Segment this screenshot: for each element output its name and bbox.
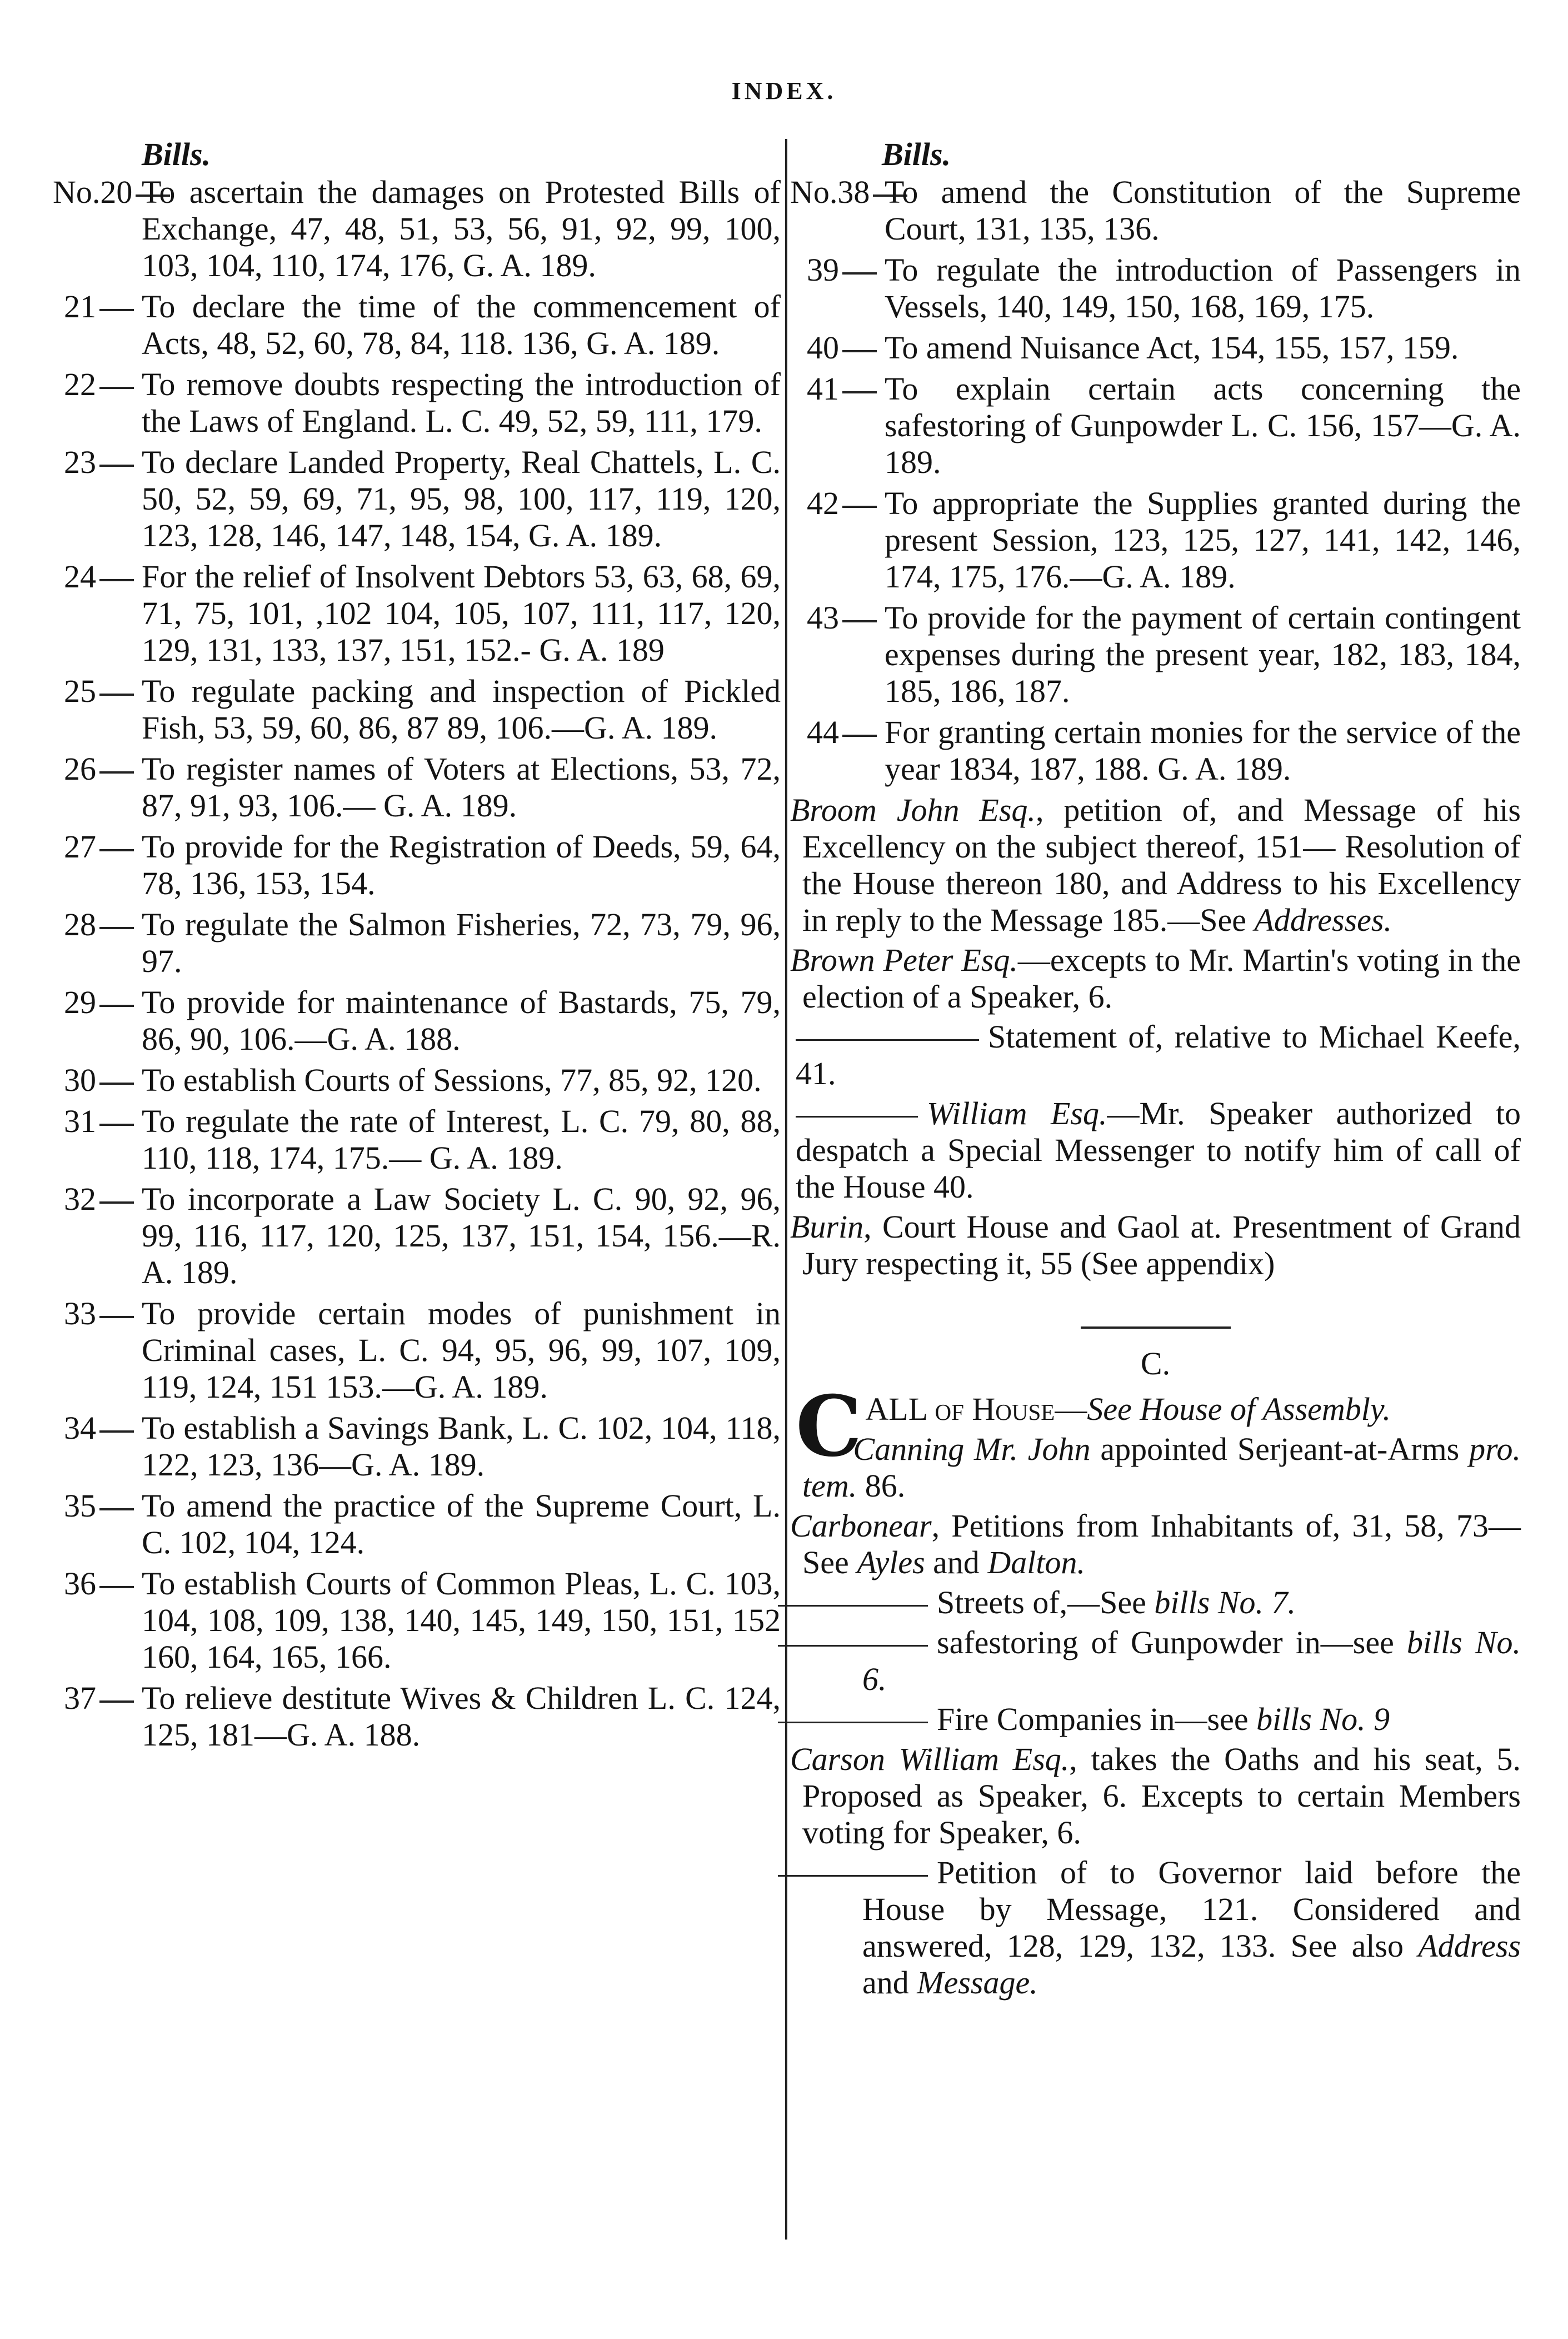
bill-entry	[790, 330, 1521, 366]
bill-entry	[53, 444, 781, 554]
entry-name: Brown Peter Esq.	[790, 942, 1018, 978]
entry-text: Streets of,—See	[937, 1584, 1155, 1620]
bill-number	[53, 288, 142, 362]
bill-description: To establish Courts of Sessions, 77, 85, 92, 120.	[142, 1062, 762, 1098]
leader-dash	[842, 735, 877, 737]
drop-cap: C	[796, 1378, 862, 1475]
entry-name: William Esq.	[927, 1095, 1107, 1131]
bill-number-label: No.20	[53, 174, 133, 210]
bill-entry	[53, 1410, 781, 1483]
bill-number	[790, 252, 885, 325]
index-entry-broom	[790, 792, 1521, 939]
bill-description: To ascertain the damages on Protested Bills of Exchange, 47, 48, 51, 53, 56, 91, 92, 99, 100, 103, 104, 110, 174, 176, G. A. 189.	[142, 174, 781, 283]
entry-see-ref: bills No. 7.	[1154, 1584, 1296, 1620]
entry-name: Canning Mr. John	[853, 1431, 1091, 1467]
bill-number	[53, 1103, 142, 1176]
bill-number	[53, 673, 142, 746]
bill-number	[790, 330, 885, 366]
entry-see-ref: bills No. 6.	[862, 1624, 1521, 1697]
left-column-heading: Bills.	[142, 136, 211, 172]
bill-number	[53, 906, 142, 980]
index-subentry-carbonear-streets	[790, 1584, 1521, 1621]
bill-description: To provide for the Registration of Deeds, 59, 64, 78, 136, 153, 154.	[142, 829, 781, 901]
bill-number	[790, 485, 885, 595]
entry-text: , petition of, and Message of his Excellency on the subject thereof, 151— Resolution of the House thereon 180, and Address to his Excellency in reply to the Message 185.—See	[802, 792, 1521, 938]
bill-entry	[53, 1680, 781, 1753]
bill-entry	[53, 174, 781, 284]
bill-number-label: 42	[807, 485, 839, 521]
index-entry-burin	[790, 1209, 1521, 1282]
leader-dash	[99, 694, 134, 696]
index-subentry-carson-petition	[790, 1854, 1521, 2001]
leader-dash	[99, 927, 134, 929]
bill-number	[790, 174, 885, 247]
bill-number	[53, 558, 142, 669]
bill-number-label: 31	[64, 1103, 96, 1139]
bill-description: To regulate the rate of Interest, L. C. 79, 80, 88, 110, 118, 174, 175.— G. A. 189.	[142, 1103, 781, 1176]
bill-description: To declare the time of the commencement of Acts, 48, 52, 60, 78, 84, 118. 136, G. A. 189.	[142, 288, 781, 361]
leader-dash	[99, 1083, 134, 1085]
bill-number-label: 43	[807, 600, 839, 636]
entry-see-ref: Addresses.	[1254, 902, 1392, 938]
bill-number-label: 32	[64, 1181, 96, 1217]
bill-number-label: 34	[64, 1410, 96, 1446]
entry-text: , Petitions from Inhabitants of, 31, 58, 73—See	[802, 1508, 1521, 1580]
entry-text: safestoring of Gunpowder in—see	[937, 1624, 1407, 1660]
bill-number-label: 35	[64, 1488, 96, 1524]
entry-see-ref: Ayles	[857, 1544, 925, 1580]
bill-number-label: 24	[64, 558, 96, 595]
leader-dash	[99, 309, 134, 311]
left-column	[53, 136, 781, 1758]
entry-text: and	[862, 1964, 917, 2001]
bill-number	[790, 371, 885, 481]
bill-entry	[790, 371, 1521, 481]
index-entry-carbonear	[790, 1508, 1521, 1581]
bill-description: To provide for maintenance of Bastards, 75, 79, 86, 90, 106.—G. A. 188.	[142, 984, 781, 1057]
bill-description: To provide certain modes of punishment in Criminal cases, L. C. 94, 95, 96, 99, 107, 109, 119, 124, 151 153.—G. A. 189.	[142, 1295, 781, 1405]
entry-name: Burin	[790, 1209, 864, 1245]
leader-dash	[99, 1700, 134, 1703]
bill-entry	[53, 1488, 781, 1561]
bill-entry	[53, 1295, 781, 1405]
bill-number	[53, 1181, 142, 1291]
leader-dash	[99, 1508, 134, 1510]
bill-entry	[790, 600, 1521, 710]
bill-number	[790, 714, 885, 787]
bill-entry	[53, 1565, 781, 1675]
leader-dash	[99, 1124, 134, 1126]
entry-text: Statement of, relative to Michael Keefe, 41.	[796, 1019, 1521, 1091]
bill-number	[53, 829, 142, 902]
page-heading: INDEX.	[731, 77, 837, 104]
bill-number-label: 25	[64, 673, 96, 709]
leader-dash	[842, 350, 877, 352]
right-column	[790, 136, 1521, 2004]
leader-dash	[842, 620, 877, 622]
leader-dash	[99, 1201, 134, 1204]
bill-description: To appropriate the Supplies granted during the present Session, 123, 125, 127, 141, 142, 146, 174, 175, 176.—G. A. 189.	[885, 485, 1521, 595]
bill-number-label: 44	[807, 714, 839, 750]
entry-see-ref: Dalton.	[987, 1544, 1086, 1580]
entry-text: —excepts to Mr. Martin's voting in the election of a Speaker, 6.	[802, 942, 1521, 1015]
bill-number	[53, 1062, 142, 1099]
bill-number	[53, 1410, 142, 1483]
bill-number	[53, 444, 142, 554]
index-entry-brown-peter	[790, 942, 1521, 1015]
bill-number-label: 23	[64, 444, 96, 480]
index-subentry-carbonear-fire	[790, 1701, 1521, 1738]
index-entry-carson	[790, 1741, 1521, 1851]
bill-description: To regulate the Salmon Fisheries, 72, 73, 79, 96, 97.	[142, 906, 781, 979]
leader-dash	[99, 579, 134, 581]
bill-entry	[53, 288, 781, 362]
ditto-rule	[796, 1039, 979, 1041]
left-bill-list	[53, 174, 781, 1753]
bill-description: To remove doubts respecting the introduction of the Laws of England. L. C. 49, 52, 59, 111, 179.	[142, 366, 781, 439]
bill-number-label: 26	[64, 751, 96, 787]
bill-number-label: 28	[64, 906, 96, 942]
index-subentry-brown-statement	[790, 1019, 1521, 1092]
section-letter-c: C.	[1140, 1345, 1171, 1382]
bill-entry	[53, 751, 781, 824]
ditto-rule	[778, 1645, 928, 1647]
entry-text: and	[925, 1544, 988, 1580]
bill-description: To incorporate a Law Society L. C. 90, 92, 96, 99, 116, 117, 120, 125, 137, 151, 154, 156.—R. A. 189.	[142, 1181, 781, 1290]
entry-text: Fire Companies in—see	[937, 1701, 1257, 1737]
bill-entry	[53, 906, 781, 980]
bill-number-label: 27	[64, 829, 96, 865]
bill-number-label: 21	[64, 288, 96, 325]
bill-entry	[53, 366, 781, 440]
ditto-rule	[778, 1605, 928, 1607]
leader-dash	[99, 1586, 134, 1588]
right-bill-list	[790, 174, 1521, 787]
index-entry-canning	[790, 1431, 1521, 1504]
bill-description: To explain certain acts concerning the safestoring of Gunpowder L. C. 156, 157—G. A. 189.	[885, 371, 1521, 480]
entry-page: 86.	[857, 1468, 906, 1504]
bill-description: To regulate packing and inspection of Pickled Fish, 53, 59, 60, 86, 87 89, 106.—G. A. 189.	[142, 673, 781, 746]
section-divider	[1081, 1326, 1231, 1329]
bill-number	[53, 1565, 142, 1675]
leader-dash	[842, 391, 877, 393]
bill-number-label: 33	[64, 1295, 96, 1331]
bill-entry	[790, 485, 1521, 595]
ditto-rule	[778, 1722, 928, 1723]
bill-entry	[53, 984, 781, 1058]
entry-text: , takes the Oaths and his seat, 5. Proposed as Speaker, 6. Excepts to certain Members voting for Speaker, 6.	[802, 1741, 1521, 1851]
entry-see-ref: Message.	[917, 1964, 1038, 2001]
bill-number	[53, 1680, 142, 1753]
index-subentry-brown-william	[790, 1095, 1521, 1205]
bill-description: To regulate the introduction of Passengers in Vessels, 140, 149, 150, 168, 169, 175.	[885, 252, 1521, 325]
bill-number-label: 39	[807, 252, 839, 288]
right-column-heading: Bills.	[882, 136, 951, 172]
ditto-rule	[778, 1875, 928, 1877]
entry-text: —Mr. Speaker authorized to despatch a Special Messenger to notify him of call of the House 40.	[796, 1095, 1521, 1205]
bill-entry	[53, 1103, 781, 1176]
column-divider	[785, 139, 787, 2240]
bill-number-label: 40	[807, 330, 839, 366]
bill-description: To provide for the payment of certain contingent expenses during the present year, 182, 183, 184, 185, 186, 187.	[885, 600, 1521, 709]
entry-text: , Court House and Gaol at. Presentment of Grand Jury respecting it, 55 (See appendix)	[802, 1209, 1521, 1281]
bill-number-label: No.38	[790, 174, 870, 210]
leader-dash	[99, 1430, 134, 1433]
bill-description: To amend Nuisance Act, 154, 155, 157, 159.	[885, 330, 1459, 366]
leader-dash	[99, 849, 134, 851]
entry-see-ref: See House of Assembly.	[1087, 1391, 1391, 1427]
bill-description: To amend the Constitution of the Supreme Court, 131, 135, 136.	[885, 174, 1521, 247]
ditto-rule	[796, 1116, 918, 1118]
entry-name: Carson William Esq.	[790, 1741, 1070, 1777]
bill-number	[790, 600, 885, 710]
bill-description: To declare Landed Property, Real Chattels, L. C. 50, 52, 59, 69, 71, 95, 98, 100, 117, 119, 120, 123, 128, 146, 147, 148, 154, G. A. 189.	[142, 444, 781, 553]
leader-dash	[99, 1316, 134, 1318]
leader-dash	[99, 387, 134, 389]
bill-number-label: 30	[64, 1062, 96, 1098]
bill-description: To amend the practice of the Supreme Court, L. C. 102, 104, 124.	[142, 1488, 781, 1560]
entry-text: appointed Serjeant-at-Arms	[1090, 1431, 1470, 1467]
bill-number-label: 36	[64, 1565, 96, 1602]
bill-entry	[53, 829, 781, 902]
entry-text: Petition of to Governor laid before the House by Message, 121. Considered and answered, 128, 129, 132, 133. See also	[862, 1854, 1521, 1964]
bill-entry	[53, 673, 781, 746]
bill-number	[53, 984, 142, 1058]
bill-entry	[790, 174, 1521, 247]
bill-number-label: 41	[807, 371, 839, 407]
bill-number	[53, 751, 142, 824]
bill-description: For granting certain monies for the service of the year 1834, 187, 188. G. A. 189.	[885, 714, 1521, 787]
bill-number	[53, 1488, 142, 1561]
bill-entry	[53, 1181, 781, 1291]
entry-abbrev: pro. tem.	[802, 1431, 1521, 1504]
leader-dash	[99, 465, 134, 467]
bill-entry	[790, 252, 1521, 325]
bill-entry	[53, 1062, 781, 1099]
bill-description: For the relief of Insolvent Debtors 53, 63, 68, 69, 71, 75, 101, ,102 104, 105, 107, 111, 117, 120, 129, 131, 133, 137, 151, 152.- G. A. 189	[142, 558, 781, 668]
bill-number	[53, 174, 142, 284]
bill-description: To establish Courts of Common Pleas, L. C. 103, 104, 108, 109, 138, 140, 145, 149, 150, 151, 152 160, 164, 165, 166.	[142, 1565, 781, 1675]
leader-dash	[842, 272, 877, 275]
entry-name: Broom John Esq.	[790, 792, 1036, 828]
entry-text: ALL of House—	[865, 1391, 1087, 1427]
bill-description: To relieve destitute Wives & Children L. C. 124, 125, 181—G. A. 188.	[142, 1680, 781, 1753]
entry-see-ref: bills No. 9	[1256, 1701, 1390, 1737]
bill-description: To register names of Voters at Elections, 53, 72, 87, 91, 93, 106.— G. A. 189.	[142, 751, 781, 824]
bill-entry	[53, 558, 781, 669]
entry-name: Carbonear	[790, 1508, 932, 1544]
entry-see-ref: Address	[1418, 1928, 1521, 1964]
bill-description: To establish a Savings Bank, L. C. 102, 104, 118, 122, 123, 136—G. A. 189.	[142, 1410, 781, 1483]
bill-number-label: 29	[64, 984, 96, 1020]
bill-number-label: 22	[64, 366, 96, 402]
bill-entry	[790, 714, 1521, 787]
bill-number	[53, 1295, 142, 1405]
bill-number-label: 37	[64, 1680, 96, 1716]
leader-dash	[99, 771, 134, 774]
leader-dash	[99, 1005, 134, 1007]
leader-dash	[842, 506, 877, 508]
bill-number	[53, 366, 142, 440]
index-subentry-carbonear-gunpowder	[790, 1624, 1521, 1698]
